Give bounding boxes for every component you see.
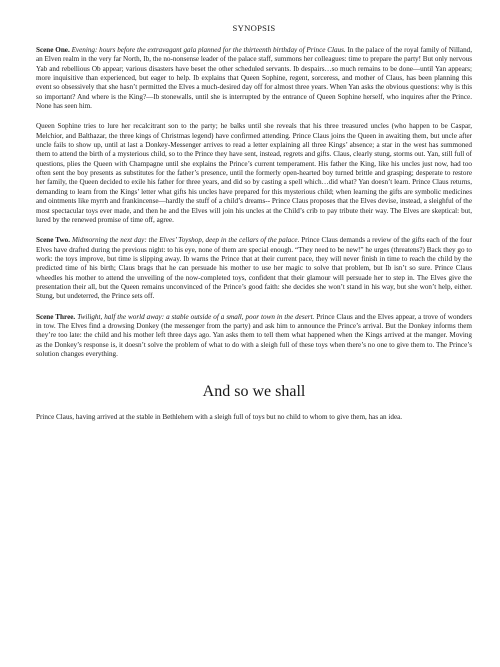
scene-one-setting: Evening: hours before the extravagant gala planned for the thirteenth birthday of Prince Claus.	[71, 46, 346, 54]
page-title: SYNOPSIS	[232, 23, 276, 33]
scene-one-text: In the palace of the royal family of Nilland, an Elven realm in the very far North, Ib, the no-nonsense leader of the palace staff, summons her colleagues: time to prepare the party! But only nervous Yab and rebellious Ob appear; various disasters have beset the other scheduled servants. Ib despairs…so much remains to be done—until Yan appears; more inquisitive than experienced, but eager to help. Ib explains that Queen Sophine, regent, sorceress, and mother of Claus, has been planning this event so obsessively that she hasn’t permitted the Elves a much-desired day off for almost three years. When Yan asks the obvious questions: why is this so important? And where is the King?—Ib stonewalls, until she is interrupted by the entrance of Queen Sophine herself, who inquires after the Prince. None has seen him.	[36, 46, 473, 111]
scene-one-paragraph	[36, 46, 472, 111]
scene-two-label: Scene Two.	[36, 236, 70, 245]
scene-three-text: Prince Claus and the Elves appear, a trove of wonders in tow. The Elves find a drowsing Donkey (the messenger from the party) and ask him to announce the Prince’s arrival. But the Donkey informs them they’re too late: the child and his mother left three days ago. Yan asks them to tell them what happened when the Kings arrived at the manger. Moving as the Donkey’s response is, it doesn’t solve the problem of what to do with a sleigh full of these toys when there’s no one to give them to. The Prince’s solution changes everything.	[36, 312, 472, 358]
scene-two-text: Prince Claus demands a review of the gifts each of the four Elves have drafted during the previous night: to his eye, none of them are special enough. “They need to be new!” he urges (threatens?) Back they go to work: the toys improve, but time is slipping away. Ib warns the Prince that at their current pace, they will never finish in time to reach the child by the predicted time of his birth; Claus brags that he can persuade his mother to use her magic to solve that problem, but Ib isn’t so sure. Prince Claus wheedles his mother to attend the unveiling of the now-completed toys, confident that their glamour will persuade her to step in. The Elves give the presentation their all, but the Queen remains unconvinced of the Prince’s good faith: she decides she won’t stand in his way, but she won’t help, either. Stung, but undeterred, the Prince sets off.	[36, 236, 472, 301]
closing-paragraph: Prince Claus, having arrived at the stable in Bethlehem with a sleigh full of toys but no child to whom to give them, has an idea.	[36, 413, 403, 422]
scene-one-label: Scene One.	[36, 46, 70, 54]
synopsis-page	[36, 23, 472, 432]
scene-two-paragraph	[36, 236, 472, 301]
section-heading: And so we shall	[202, 383, 306, 401]
scene-two-setting: Midmorning the next day: the Elves’ Toyshop, deep in the cellars of the palace.	[71, 236, 300, 245]
body-paragraph-two: Queen Sophine tries to lure her recalcitrant son to the party; he balks until she reveals that his three treasured uncles (who happen to be Caspar, Melchior, and Balthazar, the three kings of Christmas legend) have confirmed attending. Prince Claus joins the Queen in awaiting them, but uncle after uncle fails to show up, until at last a Donkey-Messenger arrives to read a letter explaining all three Kings’ absence; a star in the west has summoned them to attend the birth of a mysterious child, so to the Prince they have sent, instead, regrets and gifts. Claus, clearly stung, storms out. Yan, still full of questions, plies the Queen with Champagne until she explains the Prince’s current temperament. His father the King, like his uncles just now, had too often sent the boy presents as substitutes for the father’s presence, until the formerly open-hearted boy turned brittle and grasping; desperate to restore her family, the Queen decided to exile his father for three years, and did so by casting a spell which…did what? Yan doesn’t learn. Prince Claus returns, demanding to learn from the Kings’ letter what gifts his uncles have prepared for this mysterious child; when learning the gifts are symbolic medicines and ointments like myrrh and frankincense—hardly the stuff of a child’s dreams-- Prince Claus proposes that the Elves devise, instead, a sleighful of the most spectacular toys ever made, and then he and the Elves will join his uncles at the Child’s crib to pay tribute their way. The Elves are skeptical: but, lured by the renewed promise of time off, agree.	[36, 122, 472, 224]
scene-three-label: Scene Three.	[36, 312, 76, 321]
scene-three-paragraph	[36, 313, 472, 360]
scene-three-setting: Twilight, half the world away: a stable outside of a small, poor town in the desert.	[77, 312, 315, 321]
